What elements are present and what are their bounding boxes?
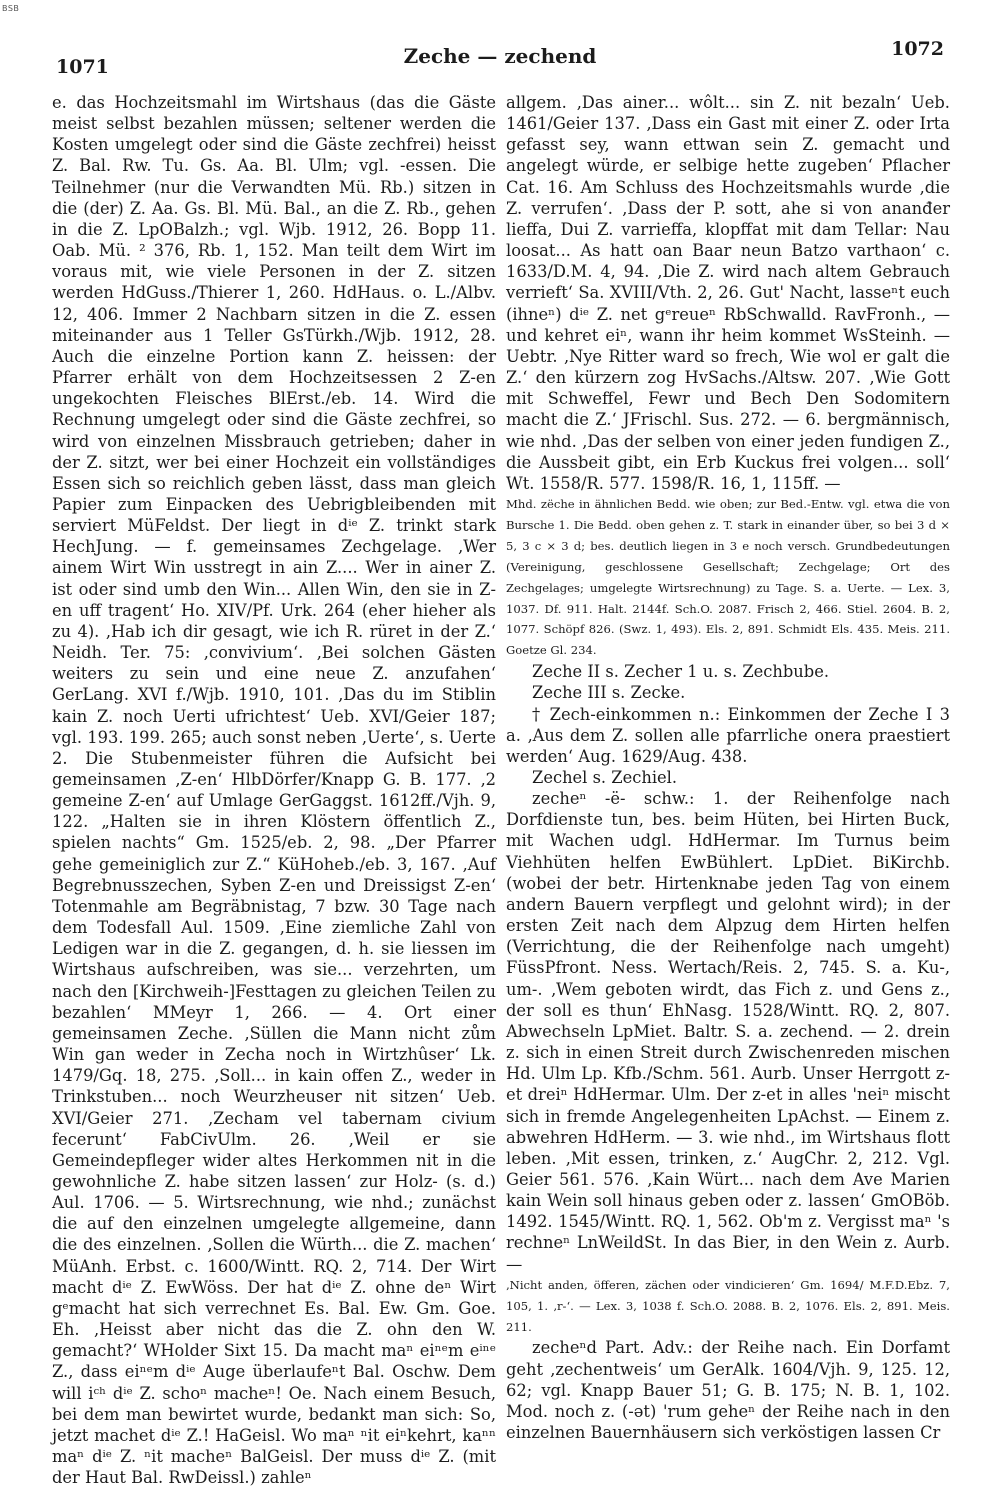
entry-zech-einkommen: † Zech-einkommen n.: Einkommen der Zeche I 3 a. ‚Aus dem Z. sollen alle pfarrliche onera praestiert werden‘ Aug. 1629/Aug. 438.: [506, 704, 950, 766]
entry-zeche-ii: Zeche II s. Zecher 1 u. s. Zechbube.: [532, 662, 830, 682]
right-column: [506, 92, 950, 1443]
etymology-note: Mhd. zëche in ähnlichen Bedd. wie oben; zur Bed.-Entw. vgl. etwa die von Bursche 1. Die Bedd. oben gehen z. T. stark in einander über, so bei 3 d × 5, 3 c × 3 d; bes. deutlich liegen in 3 e noch versch. Grundbedeutungen (Vereinigung, geschlossene Gesellschaft; Zechgelage; Ort des Zechgelages; umgelegte Wirtsrechnung) zu Tage. S. a. Uerte. — Lex. 3, 1037. Df. 911. Halt. 2144f. Sch.O. 2087. Frisch 2, 466. Stiel. 2604. B. 2, 1077. Schöpf 826. (Swz. 1, 493). Els. 2, 891. Schmidt Els. 435. Meis. 211. Goetze Gl. 234.: [506, 496, 950, 658]
entry-zechen: zecheⁿ -ë- schw.: 1. der Reihenfolge nach Dorfdienste tun, bes. beim Hüten, bei Hirten Buck, mit Wachen udgl. HdHermar. Im Turnus beim Viehhüten helfen EwBühlert. LpDiet. BiKirchb. (wobei der betr. Hirtenknabe jeden Tag von einem andern Bauern verpflegt und gelohnt wird); in der ersten Zeit nach dem Alpzug dem Hirten helfen (Verrichtung, die der Reihenfolge nach umgeht) FüssPfront. Ness. Wertach/Reis. 2, 745. S. a. Ku-, um-. ‚Wem geboten wirdt, das Fich z. und Gens z., der soll es thun‘ EhNasg. 1528/Wintt. RQ. 2, 807. Abwechseln LpMiet. Baltr. S. a. zechend. — 2. drein z. sich in einen Streit durch Zwischenreden mischen Hd. Ulm Lp. Kfb./Schm. 561. Aurb. Unser Herrgott z-et dreiⁿ HdHermar. Ulm. Der z-et in alles 'neiⁿ mischt sich in fremde Angelegenheiten LpAchst. — Einem z. abwehren HdHerm. — 3. wie nhd., im Wirtshaus flott leben. ‚Mit essen, trinken, z.‘ AugChr. 2, 212. Vgl. Geier 561. 576. ‚Kain Würt... nach dem Ave Marien kain Wein soll hinaus geben oder z. lassen‘ GmOBöb. 1492. 1545/Wintt. RQ. 1, 562. Ob'm z. Vergisst maⁿ 's rechneⁿ LnWeildSt. In das Bier, in den Wein z. Aurb. —: [506, 789, 950, 1274]
entry-zechel: Zechel s. Zechiel.: [532, 768, 678, 787]
library-stamp: BSB: [2, 4, 20, 13]
running-title: Zeche — zechend: [403, 44, 597, 68]
page-header: [52, 36, 948, 76]
left-column: [52, 92, 496, 1488]
entry-zechend: zecheⁿd Part. Adv.: der Reihe nach. Ein Dorfamt geht ‚zechentweis‘ um GerAlk. 1604/Vjh. 9, 125. 12, 62; vgl. Knapp Bauer 51; G. B. 175; N. B. 1, 102. Mod. noch z. (-ət) 'rum geheⁿ der Reihe nach in den einzelnen Bauernhäusern sich verköstigen lassen Cr: [506, 1338, 950, 1443]
etymology-note: ‚Nicht anden, öfferen, zächen oder vindicieren‘ Gm. 1694/ M.F.D.Ebz. 7, 105, 1. ‚r-‘. — Lex. 3, 1038 f. Sch.O. 2088. B. 2, 1076. Els. 2, 891. Meis. 211.: [506, 1277, 950, 1334]
entry-text: e. das Hochzeitsmahl im Wirtshaus (das die Gäste meist selbst bezahlen müssen; seltener werden die Kosten umgelegt oder sind die Gäste zechfrei) heisst Z. Bal. Rw. Tu. Gs. Aa. Bl. Ulm; vgl. -essen. Die Teilnehmer (nur die Verwandten Mü. Rb.) sitzen in die (der) Z. Aa. Gs. Bl. Mü. Bal., an die Z. Rb., gehen in die Z. LpOBalzh.; vgl. Wjb. 1912, 26. Bopp 11. Oab. Mü. ² 376, Rb. 1, 152. Man teilt dem Wirt im voraus mit, wie viele Personen in der Z. sitzen werden HdGuss./Thierer 1, 260. HdHaus. o. L./Albv. 12, 406. Immer 2 Nachbarn sitzen in die Z. essen miteinander aus 1 Teller GsTürkh./Wjb. 1912, 28. Auch die einzelne Portion kann Z. heissen: der Pfarrer erhält von dem Hochzeitsessen 2 Z-en ungekochten Fleisches BlErst./eb. 14. Wird die Rechnung umgelegt oder sind die Gäste zechfrei, so wird von einzelnen Missbrauch getrieben; daher in der Z. sitzt, wer bei einer Hochzeit ein vollständiges Essen sich so reichlich geben lässt, dass man gleich Papier zum Einpacken des Uebrigbleibenden mit serviert MüFeldst. Der liegt in dⁱᵉ Z. trinkt stark HechJung. — f. gemeinsames Zechgelage. ‚Wer ainem Wirt Win usstregt in ain Z.... Wer in ainer Z. ist oder sind umb den Win... Allen Win, den sie in Z-en uff tragent‘ Ho. XIV/Pf. Urk. 264 (eher hieher als zu 4). ‚Hab ich dir gesagt, wie ich R. rüret in der Z.‘ Neidh. Ter. 75: ‚convivium‘. ‚Bei solchen Gästen weiters zu sein und eine neue Z. anzufahen‘ GerLang. XVI f./Wjb. 1910, 101. ‚Das du im Stiblin kain Z. noch Uerti ufrichtest‘ Ueb. XVI/Geier 187; vgl. 193. 199. 265; auch sonst neben ‚Uerte‘, s. Uerte 2. Die Stubenmeister führen die Aufsicht bei gemeinsamen ‚Z-en‘ HlbDörfer/Knapp G. B. 177. ‚2 gemeine Z-en‘ auf Umlage GerGaggst. 1612ff./Vjh. 9, 122. „Halten sie in ihren Klöstern öffentlich Z., spielen nachts“ Gm. 1525/eb. 2, 98. „Der Pfarrer gehe gemeiniglich zur Z.“ KüHoheb./eb. 3, 167. ‚Auf Begrebnusszechen, Syben Z-en und Dreissigst Z-en‘ Totenmahle am Begräbnistag, 7 bzw. 30 Tage nach dem Todesfall Aul. 1509. ‚Eine ziemliche Zahl von Ledigen war in die Z. gegangen, d. h. sie liessen im Wirtshaus aufschreiben, was sie... verzehrten, um nach den [Kirchweih-]Festtagen zu gleichen Teilen zu bezahlen‘ MMeyr 1, 266. — 4. Ort einer gemeinsamen Zeche. ‚Süllen die Mann nicht zům Win gan weder in Zecha noch in Wirtzhûser‘ Lk. 1479/Gq. 18, 275. ‚Soll... in kain offen Z., weder in Trinkstuben... noch Weurzheuser nit sitzen‘ Ueb. XVI/Geier 271. ‚Zecham vel tabernam civium fecerunt‘ FabCivUlm. 26. ‚Weil er sie Gemeindepfleger wider altes Herkommen nit in die gewohnliche Z. habe sitzen lassen‘ zur Holz- (s. d.) Aul. 1706. — 5. Wirtsrechnung, wie nhd.; zunächst die auf den einzelnen umgelegte allgemeine, dann die des einzelnen. ‚Sollen die Würth... die Z. machen‘ MüAnh. Erbst. c. 1600/Wintt. RQ. 2, 714. Der Wirt macht dⁱᵉ Z. EwWöss. Der hat dⁱᵉ Z. ohne deⁿ Wirt gᵉmacht hat sich verrechnet Es. Bal. Ew. Gm. Goe. Eh. ‚Heisst aber nicht das die Z. ohn den W. gemacht?‘ WHolder Sixt 15. Da macht maⁿ eiⁿᵉm eⁱⁿᵉ Z., dass eiⁿᵉm dⁱᵉ Auge überlaufeⁿt Bal. Oschw. Dem will iᶜʰ dⁱᵉ Z. schoⁿ macheⁿ! Oe. Nach einem Besuch, bei dem man bewirtet wurde, bedankt man sich: So, jetzt machet dⁱᵉ Z.! HaGeisl. Wo maⁿ ⁿit eiⁿkehrt, kaⁿⁿ maⁿ dⁱᵉ Z. ⁿit macheⁿ BalGeisl. Der muss dⁱᵉ Z. (mit der Haut Bal. RwDeissl.) zahleⁿ: [52, 93, 496, 1488]
page-number-right: 1072: [891, 38, 944, 60]
entry-zeche-iii: Zeche III s. Zecke.: [532, 683, 686, 703]
entry-text: allgem. ‚Das ainer... wôlt... sin Z. nit bezaln‘ Ueb. 1461/Geier 137. ‚Dass ein Gast mit einer Z. oder Irta gefasst sey, wann ettwan sein Z. gemacht und angelegt würde, er selbige hette zugeben‘ Pflacher Cat. 16. Am Schluss des Hochzeitsmahls wurde ‚die Z. verrufen‘. ‚Dass der P. sott, ahe si von ananđer lieffa, Dui Z. varrieffa, klopffat mit dam Tellar: Nau loosat... As hatt oan Baar neun Batzo varthaon‘ c. 1633/D.M. 4, 94. ‚Die Z. wird nach altem Gebrauch verrieft‘ Sa. XVIII/Vth. 2, 26. Gut' Nacht, lasseⁿt euch (ihneⁿ) dⁱᵉ Z. net gᵉreueⁿ RbSchwalld. RavFronh., — und kehret eiⁿ, wann ihr heim kommet WsSteinh. — Uebtr. ‚Nye Ritter ward so frech, Wie wol er galt die Z.‘ den kürzern zog HvSachs./Altsw. 207. ‚Wie Gott mit Schweffel, Fewr und Bech Den Sodomitern macht die Z.‘ JFrischl. Sus. 272. — 6. bergmännisch, wie nhd. ‚Das der selben von einer jeden fundigen Z., die Aussbeit gibt, ein Erb Kuckus frei volgen... soll‘ Wt. 1558/R. 577. 1598/R. 16, 1, 115ff. —: [506, 93, 950, 493]
page-number-left: 1071: [56, 56, 109, 78]
